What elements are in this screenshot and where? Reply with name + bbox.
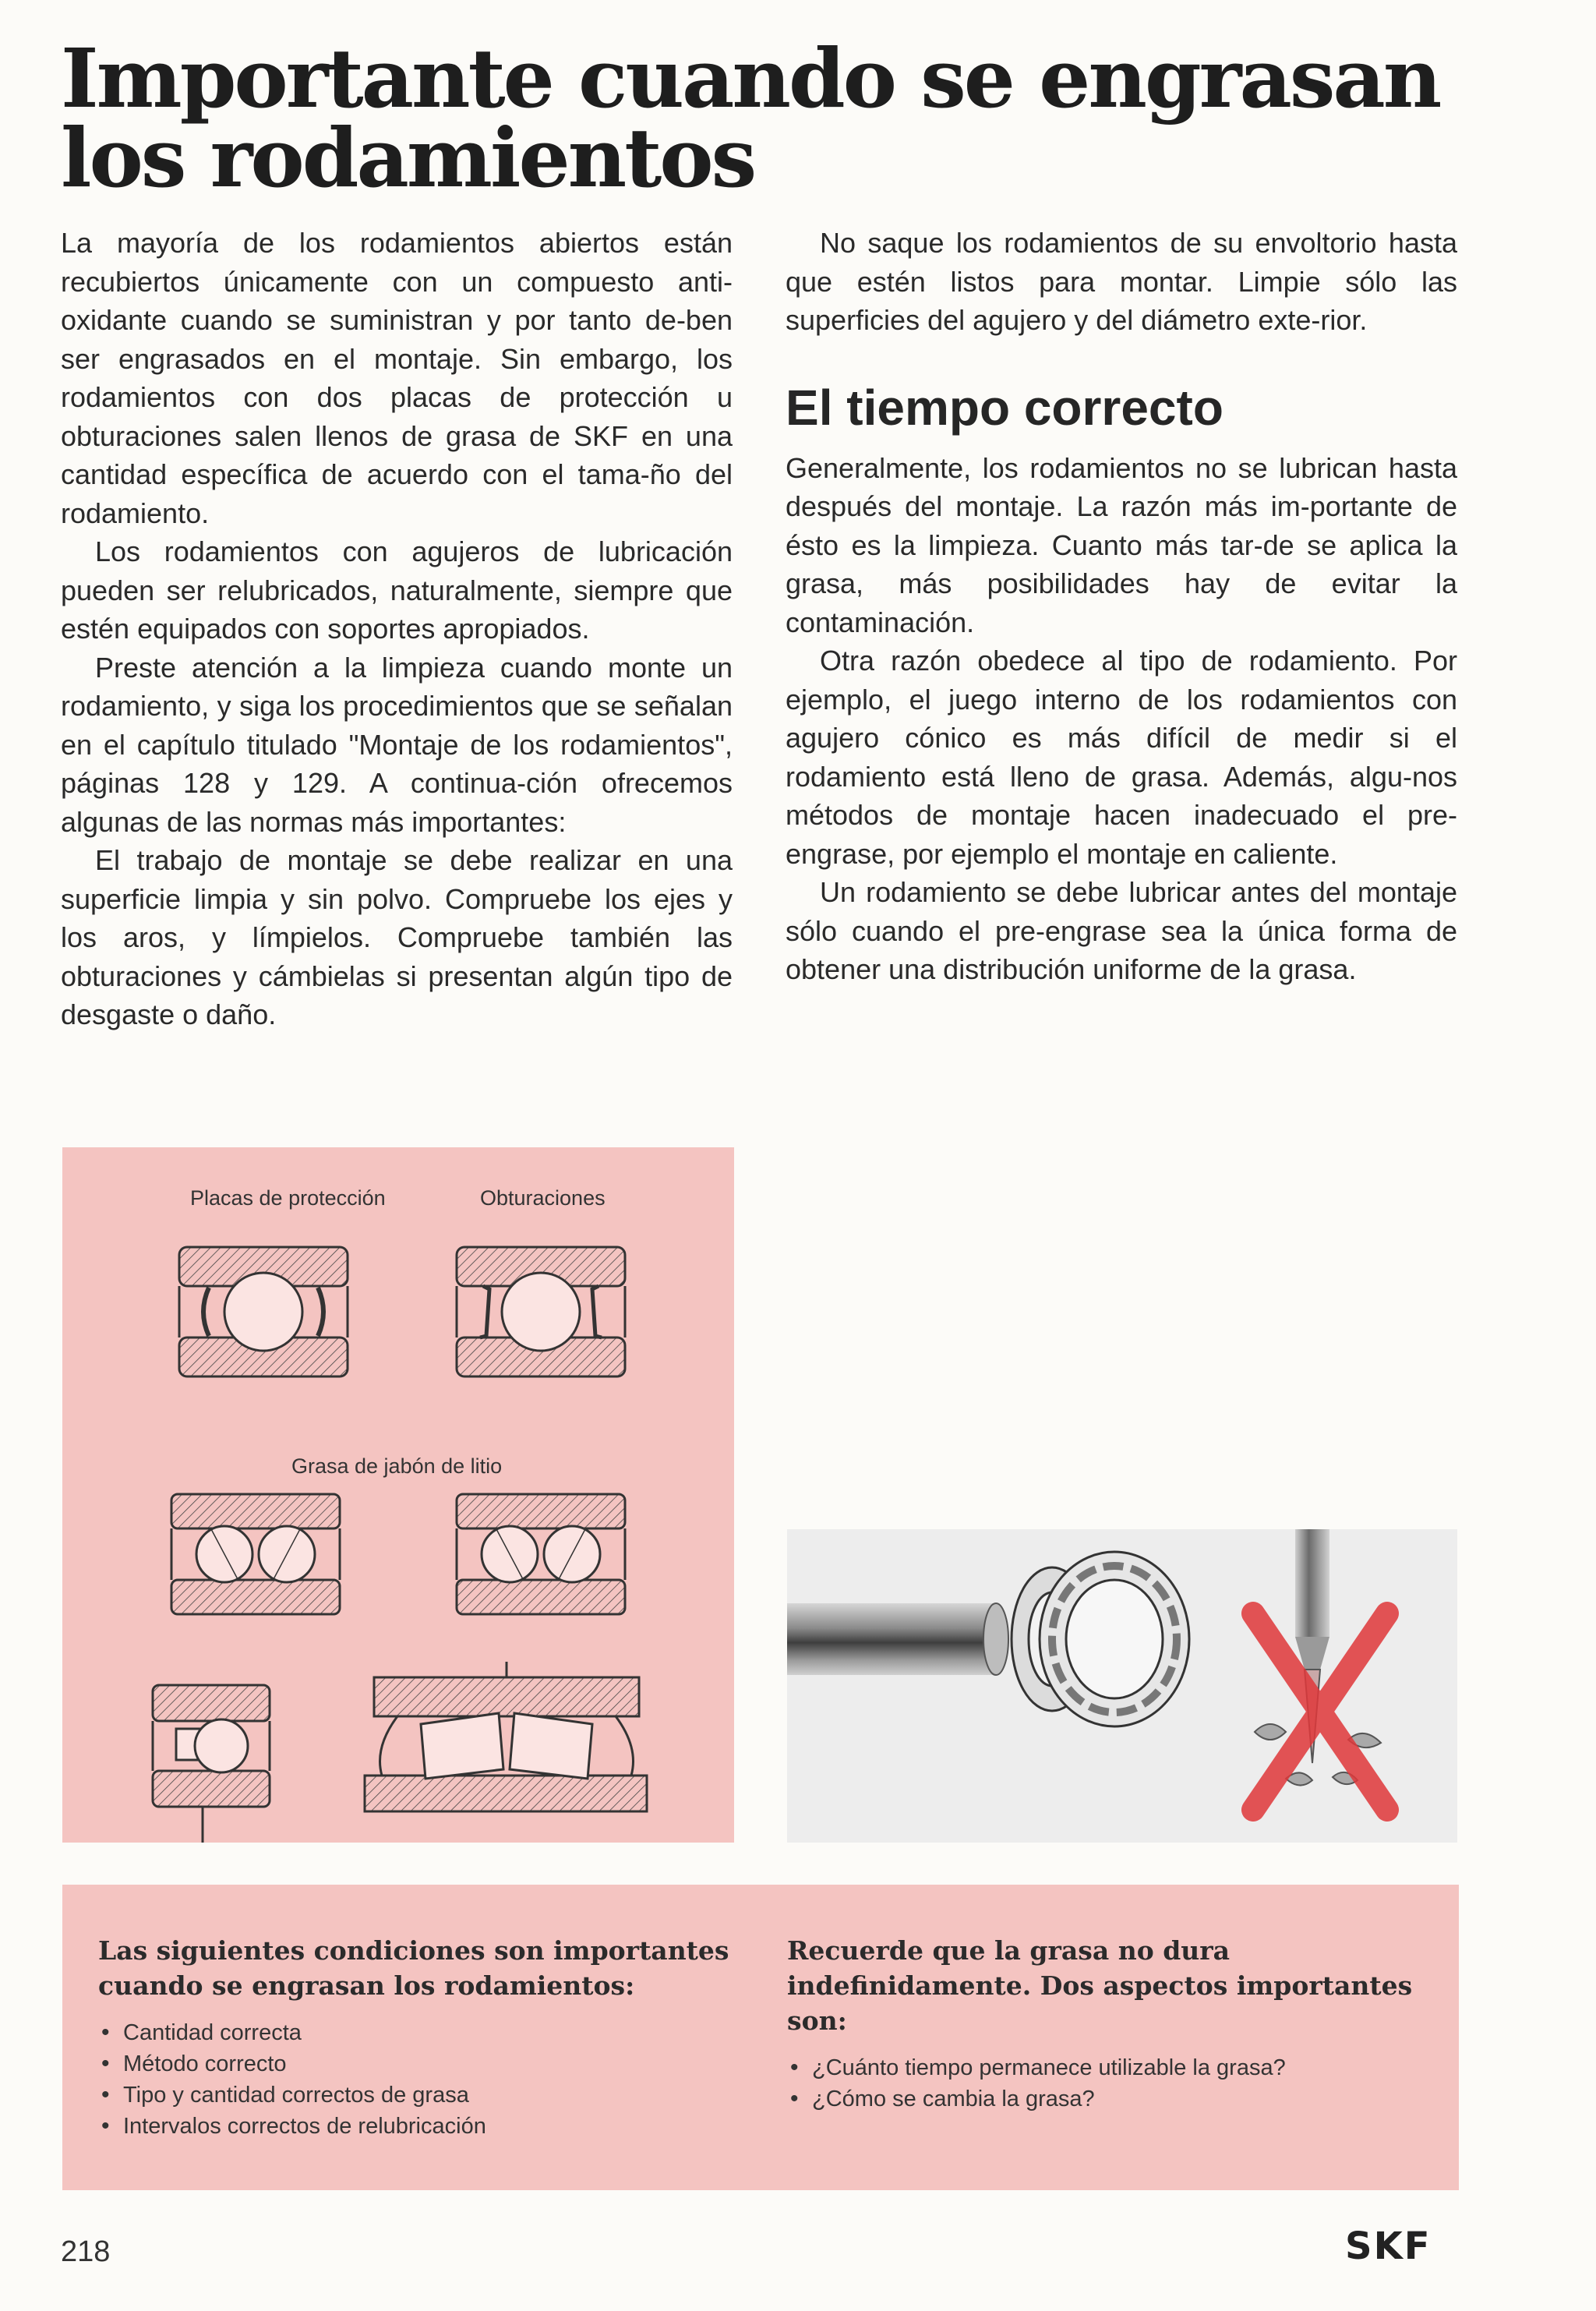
list-item: • Método correcto [98, 2048, 737, 2080]
list-item: • ¿Cómo se cambia la grasa? [787, 2083, 1442, 2115]
spherical-roller-bearing-section [365, 1662, 647, 1811]
list-item: • Tipo y cantidad correctos de grasa [98, 2080, 737, 2111]
notes-left-heading: Las siguientes condiciones son importantes cuando se engrasan los rodamientos: [98, 1935, 729, 2001]
paragraph: Los rodamientos con agujeros de lubricación pueden ser relubricados, naturalmente, siempre que estén equipados con soportes apropiados. [61, 535, 733, 645]
contamination-illustration [787, 1529, 1457, 1843]
sealed-bearing-section [457, 1247, 625, 1376]
page-number: 218 [61, 2235, 111, 2268]
conditions-list [98, 2017, 737, 2142]
label-seals: Obturaciones [480, 1186, 606, 1210]
notes-right [787, 1933, 1442, 2115]
paragraph: Otra razón obedece al tipo de rodamiento. Por ejemplo, el juego interno de los rodamientos con agujero cónico es más difícil de medir si el rodamiento está lleno de grasa. Además, algu-nos métodos de montaje hacen inadecuado el pre-engrase, por ejemplo el montaje en caliente. [786, 645, 1457, 870]
list-item: • ¿Cuánto tiempo permanece utilizable la grasa? [787, 2052, 1442, 2083]
right-column [786, 224, 1457, 989]
paragraph: El trabajo de montaje se debe realizar en una superficie limpia y sin polvo. Compruebe los ejes y los aros, y límpielos. Compruebe también las obturaciones y cámbielas si presentan algún tipo de desgaste o daño. [61, 844, 733, 1030]
aspects-list [787, 2052, 1442, 2115]
paragraph: Un rodamiento se debe lubricar antes del montaje sólo cuando el pre-engrase sea la única forma de obtener una distribución uniforme de la grasa. [786, 876, 1457, 985]
paragraph: La mayoría de los rodamientos abiertos están recubiertos únicamente con un compuesto anti-oxidante cuando se suministran y por tanto de-ben ser engrasados en el montaje. Sin embargo, los rodamientos con dos placas de protección u obturaciones salen llenos de grasa de SKF en una cantidad específica de acuerdo con el tama-ño del rodamiento. [61, 227, 733, 529]
label-grease: Grasa de jabón de litio [291, 1454, 503, 1478]
bearing-sections-figure [62, 1147, 734, 1843]
page-title: Importante cuando se engrasan los rodamientos [61, 30, 1440, 206]
ball-bearing [1012, 1552, 1189, 1726]
notes-left [98, 1933, 737, 2142]
left-column [61, 224, 733, 1034]
skf-logo: SKF [1345, 2224, 1432, 2268]
shaft [787, 1603, 1008, 1675]
paragraph: Generalmente, los rodamientos no se lubrican hasta después del montaje. La razón más im-portante de ésto es la limpieza. Cuanto más tar-de se aplica la grasa, más posibilidades hay de evitar la contaminación. [786, 451, 1457, 638]
notes-right-heading: Recuerde que la grasa no dura indefinidamente. Dos aspectos importantes son: [787, 1935, 1413, 2036]
double-row-bearing-left [171, 1494, 340, 1614]
list-item: • Intervalos correctos de relubricación [98, 2111, 737, 2142]
caged-bearing-section [153, 1685, 270, 1843]
paragraph: No saque los rodamientos de su envoltorio hasta que estén listos para montar. Limpie sólo las superficies del agujero y del diámetro exte-rior. [786, 227, 1457, 336]
bearing-sections-drawing [62, 1147, 734, 1843]
list-item: • Cantidad correcta [98, 2017, 737, 2048]
double-row-bearing-right [457, 1494, 625, 1614]
shaft-bearing-drill-drawing [787, 1529, 1457, 1843]
notes-box [62, 1885, 1459, 2190]
shielded-bearing-section [179, 1247, 348, 1376]
section-heading: El tiempo correcto [786, 379, 1223, 436]
label-shields: Placas de protección [190, 1186, 386, 1210]
paragraph: Preste atención a la limpieza cuando monte un rodamiento, y siga los procedimientos que se señalan en el capítulo titulado "Montaje de los rodamientos", páginas 128 y 129. A continua-ción ofrecemos algunas de las normas más importantes: [61, 651, 733, 838]
